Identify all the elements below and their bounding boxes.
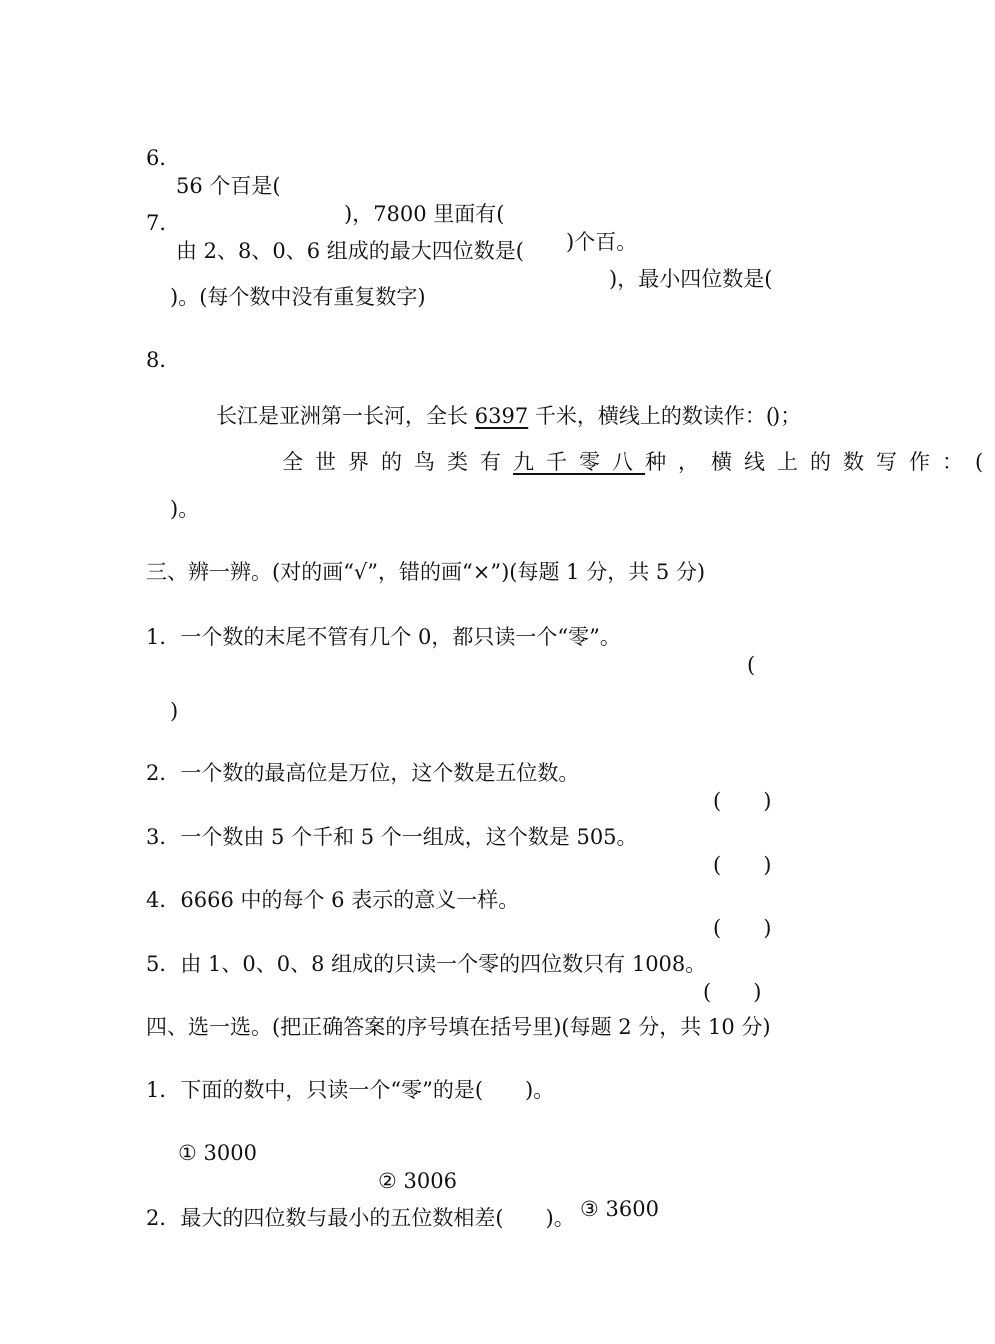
item-text: 4．6666 中的每个 6 表示的意义一样。 <box>146 888 520 912</box>
question-text: 全世界的鸟类有 <box>282 450 514 474</box>
question-number: 6． <box>146 146 181 170</box>
question-text-mid: 种，横线上的数写作：( <box>645 450 995 474</box>
option-c: ③ 3600 <box>580 1197 659 1221</box>
question-text-end: )。 <box>170 497 200 521</box>
section-heading: 四、选一选。(把正确答案的序号填在括号里)(每题 2 分，共 10 分) <box>146 1015 771 1039</box>
question-text-mid: )，最小四位数是( <box>609 267 773 291</box>
answer-bracket-close: ) <box>170 699 179 723</box>
item-text: 1．一个数的末尾不管有几个 0，都只读一个“零”。 <box>146 625 621 649</box>
choice-item-2 <box>0 1176 950 1260</box>
question-number: 8． <box>146 348 181 372</box>
answer-bracket: ( ) <box>713 789 772 813</box>
answer-bracket: ( ) <box>713 853 772 877</box>
section-heading: 三、辨一辨。(对的画“√”，错的画“×”)(每题 1 分，共 5 分) <box>146 560 706 584</box>
question-8-part2 <box>0 392 995 476</box>
item-text: 1．下面的数中，只读一个“零”的是( )。 <box>146 1078 555 1102</box>
question-number: 7． <box>146 211 181 235</box>
question-text-end: )个百。 <box>566 230 638 254</box>
answer-bracket: ( ) <box>713 916 772 940</box>
option-b: ② 3006 <box>378 1169 457 1193</box>
question-text-mid: 千米，横线上的数读作：( <box>528 404 775 428</box>
question-text: 56 个百是( <box>176 174 281 198</box>
option-a: ① 3000 <box>178 1141 257 1165</box>
underlined-words: 九千零八 <box>513 450 646 474</box>
item-text: 2．最大的四位数与最小的五位数相差( )。 <box>146 1206 575 1230</box>
question-text-end: )； <box>772 404 802 428</box>
question-text: 由 2、8、0、6 组成的最大四位数是( <box>176 239 524 263</box>
question-text: 长江是亚洲第一长河，全长 <box>216 404 475 428</box>
item-text: 2．一个数的最高位是万位，这个数是五位数。 <box>146 761 580 785</box>
answer-bracket-open: ( <box>747 653 756 677</box>
underlined-number: 6397 <box>474 404 529 428</box>
item-text: 3．一个数由 5 个千和 5 个一组成，这个数是 505。 <box>146 825 638 849</box>
item-text: 5．由 1、0、0、8 组成的只读一个零的四位数只有 1008。 <box>146 952 707 976</box>
question-text-end: )。(每个数中没有重复数字) <box>170 285 426 309</box>
answer-bracket: ( ) <box>703 980 762 1004</box>
question-text-mid: )，7800 里面有( <box>344 202 505 226</box>
